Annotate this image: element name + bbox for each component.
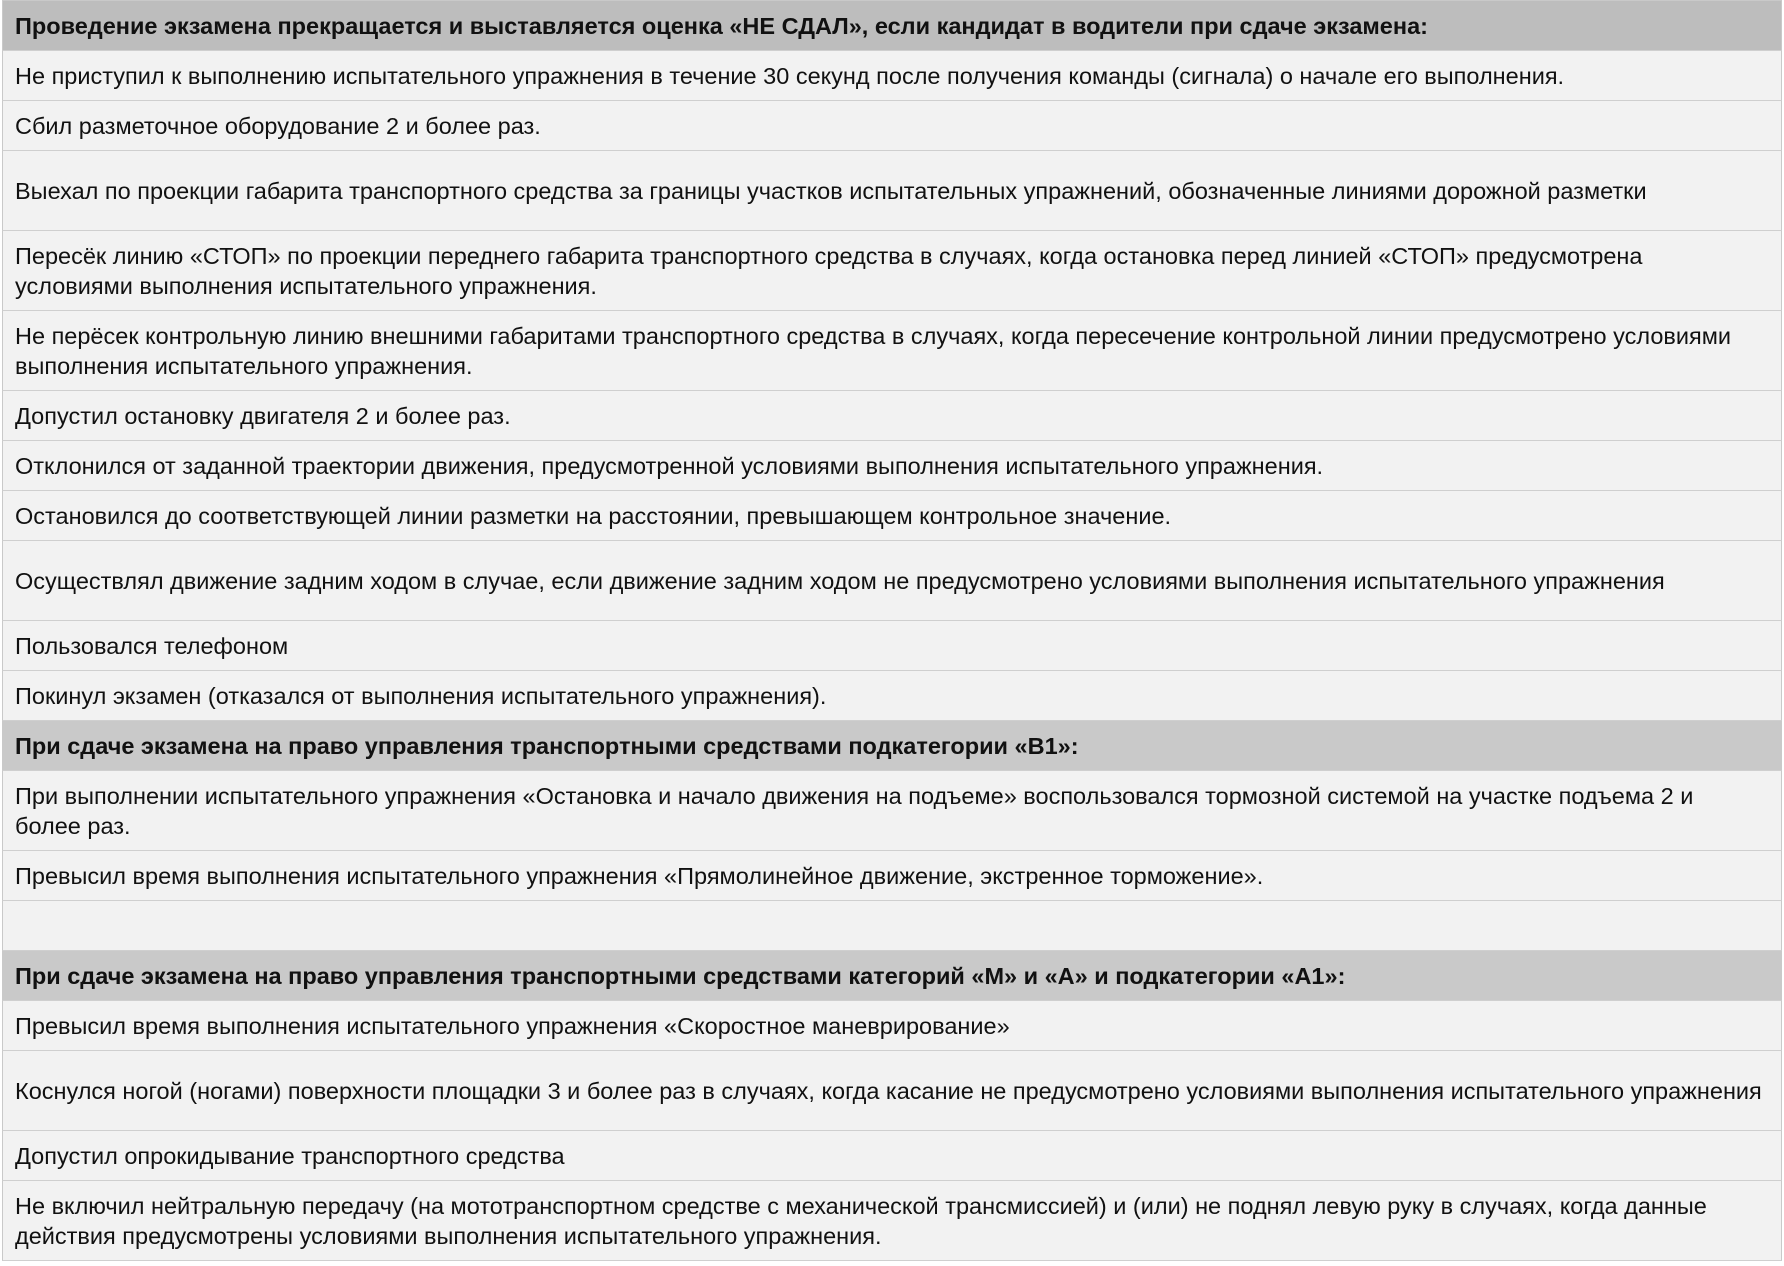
section-header-text: При сдаче экзамена на право управления транспортными средствами категорий «M» и «А» и подкатегории «А1»:: [15, 962, 1346, 989]
table-row: [2, 491, 1782, 541]
row-text: Пользовался телефоном: [15, 632, 289, 659]
row-text: Превысил время выполнения испытательного упражнения «Прямолинейное движение, экстренное торможение».: [15, 862, 1264, 889]
table-row: [2, 231, 1782, 311]
table-row: [2, 1131, 1782, 1181]
section-header: [2, 951, 1782, 1001]
table-row: [2, 671, 1782, 721]
row-text: Отклонился от заданной траектории движения, предусмотренной условиями выполнения испытательного упражнения.: [15, 452, 1324, 479]
table-row: [2, 311, 1782, 391]
row-text: Превысил время выполнения испытательного упражнения «Скоростное маневрирование»: [15, 1012, 1010, 1039]
table-row: [2, 851, 1782, 901]
row-text: Пересёк линию «СТОП» по проекции переднего габарита транспортного средства в случаях, когда остановка перед линией «СТОП» предусмотрена условиями выполнения испытательного упражнения.: [15, 243, 1643, 299]
row-text: Не приступил к выполнению испытательного упражнения в течение 30 секунд после получения команды (сигнала) о начале его выполнения.: [15, 62, 1565, 89]
table-row: [2, 151, 1782, 231]
row-text: Допустил остановку двигателя 2 и более раз.: [15, 402, 511, 429]
table-row: [2, 441, 1782, 491]
table-row: [2, 1181, 1782, 1261]
table-row: [2, 51, 1782, 101]
row-text: Коснулся ногой (ногами) поверхности площадки 3 и более раз в случаях, когда касание не предусмотрено условиями выполнения испытательного упражнения: [15, 1078, 1762, 1104]
section-header: [2, 1, 1782, 51]
row-text: Не перёсек контрольную линию внешними габаритами транспортного средства в случаях, когда пересечение контрольной линии предусмотрено условиями выполнения испытательного упражнения.: [15, 323, 1732, 379]
empty-row: [2, 901, 1782, 951]
row-text: Допустил опрокидывание транспортного средства: [15, 1142, 565, 1169]
row-text: Не включил нейтральную передачу (на мототранспортном средстве с механической трансмиссией) и (или) не поднял левую руку в случаях, когда данные действия предусмотрены условиями выполнения испытательного упражнения.: [15, 1193, 1707, 1249]
row-text: Сбил разметочное оборудование 2 и более раз.: [15, 112, 541, 139]
rules-table: [2, 0, 1782, 1261]
row-text: При выполнении испытательного упражнения «Остановка и начало движения на подъеме» воспользовался тормозной системой на участке подъема 2 и более раз.: [15, 783, 1694, 839]
row-text: Покинул экзамен (отказался от выполнения испытательного упражнения).: [15, 682, 827, 709]
row-text: Выехал по проекции габарита транспортного средства за границы участков испытательных упражнений, обозначенные линиями дорожной разметки: [15, 178, 1647, 204]
table-row: [2, 541, 1782, 621]
section-header-text: При сдаче экзамена на право управления транспортными средствами подкатегории «B1»:: [15, 732, 1079, 759]
table-row: [2, 771, 1782, 851]
row-text: Остановился до соответствующей линии разметки на расстоянии, превышающем контрольное значение.: [15, 502, 1172, 529]
row-text: Осуществлял движение задним ходом в случае, если движение задним ходом не предусмотрено условиями выполнения испытательного упражнения: [15, 568, 1665, 594]
table-row: [2, 1051, 1782, 1131]
table-row: [2, 621, 1782, 671]
section-header-text: Проведение экзамена прекращается и выставляется оценка «НЕ СДАЛ», если кандидат в водители при сдаче экзамена:: [15, 12, 1428, 39]
table-row: [2, 101, 1782, 151]
section-header: [2, 721, 1782, 771]
table-row: [2, 1001, 1782, 1051]
table-row: [2, 391, 1782, 441]
